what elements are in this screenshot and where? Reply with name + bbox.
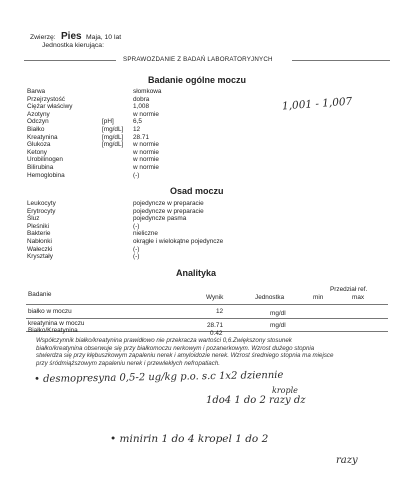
analysis-row-result: 0.42 xyxy=(210,330,223,337)
urine-row: Barwa słomkowa xyxy=(27,88,162,95)
col-unit-header: Jednostka xyxy=(255,294,285,301)
col-test-header: Badanie xyxy=(28,291,52,298)
animal-name: Pies xyxy=(61,31,82,42)
sediment-title: Osad moczu xyxy=(170,186,224,196)
urine-row: Glukoza [mg/dL] w normie xyxy=(27,141,159,149)
sediment-row: Erytrocyty pojedyncze w preparacie xyxy=(27,207,204,215)
handwritten-note-line1: • desmopresyna 0,5-2 ug/kg p.o. s.c 1x2 dziennie xyxy=(33,369,284,386)
report-title: SPRAWOZDANIE Z BADAŃ LABORATORYJNYCH xyxy=(123,56,273,63)
report-divider-left xyxy=(24,60,116,61)
sediment-row: Wałeczki (-) xyxy=(27,245,140,253)
ref-range-header: Przedział ref. xyxy=(330,286,368,293)
sediment-row: Leukocyty pojedyncze w preparacie xyxy=(27,200,204,207)
sediment-row: Śluz pojedyncze pasma xyxy=(27,215,187,223)
analysis-note-line: białko/kreatynina obserwuje się przy białkomoczu nerkowym i pozanerkowym. Wzrost dużego stopnia xyxy=(36,344,315,352)
animal-label: Zwierzę: xyxy=(30,34,56,41)
sediment-row: Nabłonki okrągłe i wielokątne pojedyncze xyxy=(27,237,224,245)
col-max-header: max xyxy=(352,294,365,301)
urine-row: Przejrzystość dobra xyxy=(27,95,150,103)
col-result-header: Wynik xyxy=(206,294,224,301)
sediment-table xyxy=(27,200,287,261)
urine-row: Białko [mg/dL] 12 xyxy=(27,125,141,133)
analysis-note-line: stwierdza się przy kłębuszkowym zapaleniu nerek i amyloidozie nerek. Wzrost średniego stopnia ma miejsce xyxy=(36,352,334,360)
analysis-row-unit: mg/dl xyxy=(270,310,286,317)
analysis-header-line xyxy=(26,304,388,305)
analysis-row-line xyxy=(26,331,388,332)
report-divider-right xyxy=(292,60,390,61)
analysis-note xyxy=(36,337,333,367)
urine-row: Ketony w normie xyxy=(27,148,159,156)
urine-row: Urobilinogen w normie xyxy=(27,156,159,164)
handwritten-note-line3: • minirin 1 do 4 kropel 1 do 2 xyxy=(110,433,269,445)
handwritten-note-line3b: razy xyxy=(336,455,358,466)
handwritten-reference-range: 1,001 - 1,007 xyxy=(281,95,353,113)
urine-general-table xyxy=(27,88,267,179)
urine-row: Kreatynina [mg/dL] 28.71 xyxy=(27,133,149,141)
sediment-row: Pleśniki (-) xyxy=(27,222,140,230)
urine-row: Odczyn [pH] 6,5 xyxy=(27,118,142,126)
sediment-row: Bakterie nieliczne xyxy=(27,230,158,238)
urine-row: Azotyny w normie xyxy=(27,110,159,118)
analysis-note-line: Współczynnik białko/kreatynina prawidłowo nie przekracza wartości 0,6.Zwiększony stosunek xyxy=(36,337,292,344)
sediment-row: Kryształy (-) xyxy=(27,253,140,261)
handwritten-note-line2: 1do4 1 do 2 razy dz xyxy=(206,395,306,406)
analysis-row-name: kreatynina w moczu xyxy=(28,320,85,327)
urine-row: Ciężar właściwy 1,008 xyxy=(27,103,149,111)
handwritten-note-line1b: krople xyxy=(272,386,298,395)
analysis-note-line: przy śródmiąższowym zapaleniu nerek i przewlekłych nefropatiach. xyxy=(36,359,220,367)
analysis-row-result: 28.71 xyxy=(207,322,223,329)
urine-general-title: Badanie ogólne moczu xyxy=(148,75,247,85)
urine-row: Hemoglobina (-) xyxy=(27,171,140,179)
analysis-row-unit: mg/dl xyxy=(270,322,286,329)
analysis-title: Analityka xyxy=(176,268,217,278)
animal-info: Maja, 10 lat xyxy=(86,34,122,41)
referring-unit: Jednostka kierująca: xyxy=(42,42,104,49)
analysis-row-name: białko w moczu xyxy=(28,308,72,315)
analysis-row-name: Białko/Kreatynina xyxy=(28,327,78,334)
analysis-row-result: 12 xyxy=(216,308,224,315)
col-min-header: min xyxy=(313,294,324,301)
urine-row: Bilirubina w normie xyxy=(27,163,159,171)
analysis-row-line xyxy=(26,318,388,319)
